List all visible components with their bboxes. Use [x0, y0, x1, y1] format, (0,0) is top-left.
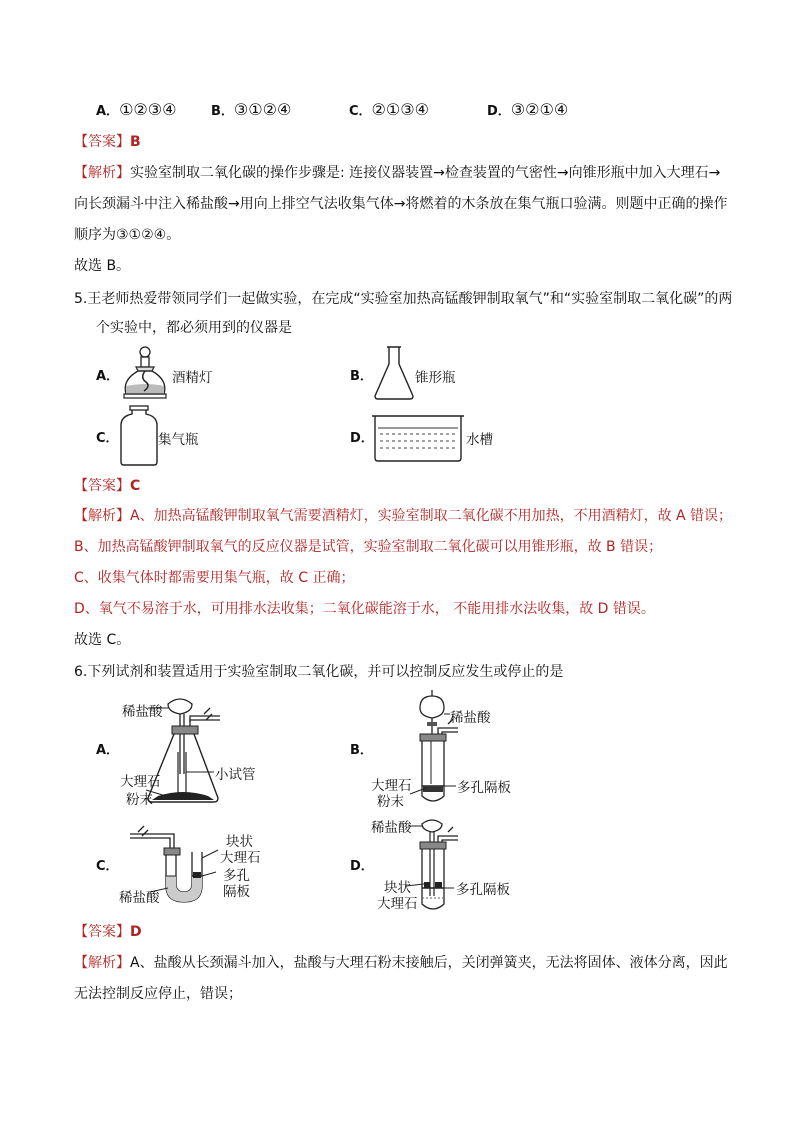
q6-analysis-line-1: 【解析】A、盐酸从长颈漏斗加入，盐酸与大理石粉末接触后，关闭弹簧夹，无法将固体、液体分离，因此 — [74, 955, 728, 971]
q4-option-d: D．③②①④ — [487, 100, 569, 119]
q5-answer: 【答案】C — [74, 478, 141, 494]
q6-c-label-plate: 隔板 — [223, 884, 250, 900]
q6-c-label-hcl: 稀盐酸 — [119, 890, 160, 906]
q6-stem: 6.下列试剂和装置适用于实验室制取二氧化碳，并可以控制反应发生或停止的是 — [74, 664, 564, 680]
q6-d-label-lump: 块状 — [384, 880, 411, 896]
q6-a-label-powder: 粉末 — [126, 792, 153, 808]
q6-a-label-marble: 大理石 — [120, 774, 161, 790]
q6-answer: 【答案】D — [74, 924, 142, 940]
q5-analysis-line-2: B、加热高锰酸钾制取氧气的反应仪器是试管，实验室制取二氧化碳可以用锥形瓶，故 B 错误； — [74, 539, 663, 555]
q5-option-d-label: 水槽 — [466, 432, 493, 448]
q4-analysis-line-1: 【解析】实验室制取二氧化碳的操作步骤是: 连接仪器装置→检查装置的气密性→向锥形瓶中加入大理石→ — [74, 165, 721, 181]
conical-flask-icon — [372, 344, 416, 402]
q6-b-label-hcl: 稀盐酸 — [450, 710, 491, 726]
q6-c-label-porous: 多孔 — [223, 868, 250, 884]
q6-a-label-hcl: 稀盐酸 — [122, 704, 163, 720]
q5-option-b-label: 锥形瓶 — [415, 370, 456, 386]
q4-option-b: B．③①②④ — [211, 100, 292, 119]
water-trough-icon — [370, 412, 466, 464]
q6-b-label-plate: 多孔隔板 — [457, 780, 511, 796]
q5-option-a-letter: A． — [96, 369, 120, 384]
alcohol-lamp-icon — [118, 344, 172, 402]
q5-analysis-line-1: 【解析】A、加热高锰酸钾制取氧气需要酒精灯，实验室制取二氧化碳不用加热，不用酒精灯，故 A 错误； — [74, 508, 733, 524]
q5-analysis-line-3: C、收集气体时都需要用集气瓶，故 C 正确； — [74, 570, 355, 586]
q4-analysis-line-3: 顺序为③①②④。 — [74, 227, 181, 243]
q6-analysis-line-2: 无法控制反应停止，错误； — [74, 986, 242, 1002]
q6-d-label-marble: 大理石 — [377, 896, 418, 912]
q4-conclusion: 故选 B。 — [74, 258, 131, 274]
q6-c-label-marble: 大理石 — [220, 850, 261, 866]
q5-option-a-label: 酒精灯 — [172, 370, 213, 386]
q6-option-b-letter: B． — [350, 743, 373, 758]
q6-option-c-letter: C． — [96, 859, 119, 874]
q6-d-label-hcl: 稀盐酸 — [371, 820, 412, 836]
q6-c-label-lump: 块状 — [226, 834, 253, 850]
q6-d-label-plate: 多孔隔板 — [456, 882, 510, 898]
q5-option-c-label: 集气瓶 — [158, 432, 199, 448]
q5-stem-line-2: 个实验中，都必须用到的仪器是 — [96, 320, 292, 336]
q5-stem-line-1: 5.王老师热爱带领同学们一起做实验，在完成“实验室加热高锰酸钾制取氧气”和“实验室制取二氧化碳”的两 — [74, 291, 733, 307]
q6-a-label-small-tube: 小试管 — [215, 767, 256, 783]
q4-option-a: A．①②③④ — [96, 100, 177, 119]
q6-option-d-letter: D． — [350, 859, 374, 874]
q5-option-c-letter: C． — [96, 431, 119, 446]
q4-answer: 【答案】B — [74, 134, 141, 150]
q6-option-a-letter: A． — [96, 743, 120, 758]
q5-option-b-letter: B． — [350, 369, 373, 384]
q5-conclusion: 故选 C。 — [74, 632, 131, 648]
q6-b-label-powder: 粉末 — [377, 794, 404, 810]
gas-collection-bottle-icon — [118, 404, 160, 468]
q5-option-d-letter: D． — [350, 431, 374, 446]
q4-option-c: C．②①③④ — [349, 100, 429, 119]
q6-b-label-marble: 大理石 — [371, 778, 412, 794]
q4-analysis-line-2: 向长颈漏斗中注入稀盐酸→用向上排空气法收集气体→将燃着的木条放在集气瓶口验满。则题中正确的操作 — [74, 196, 728, 212]
q5-analysis-line-4: D、氧气不易溶于水，可用排水法收集；二氧化碳能溶于水， 不能用排水法收集，故 D 错误。 — [74, 601, 655, 617]
